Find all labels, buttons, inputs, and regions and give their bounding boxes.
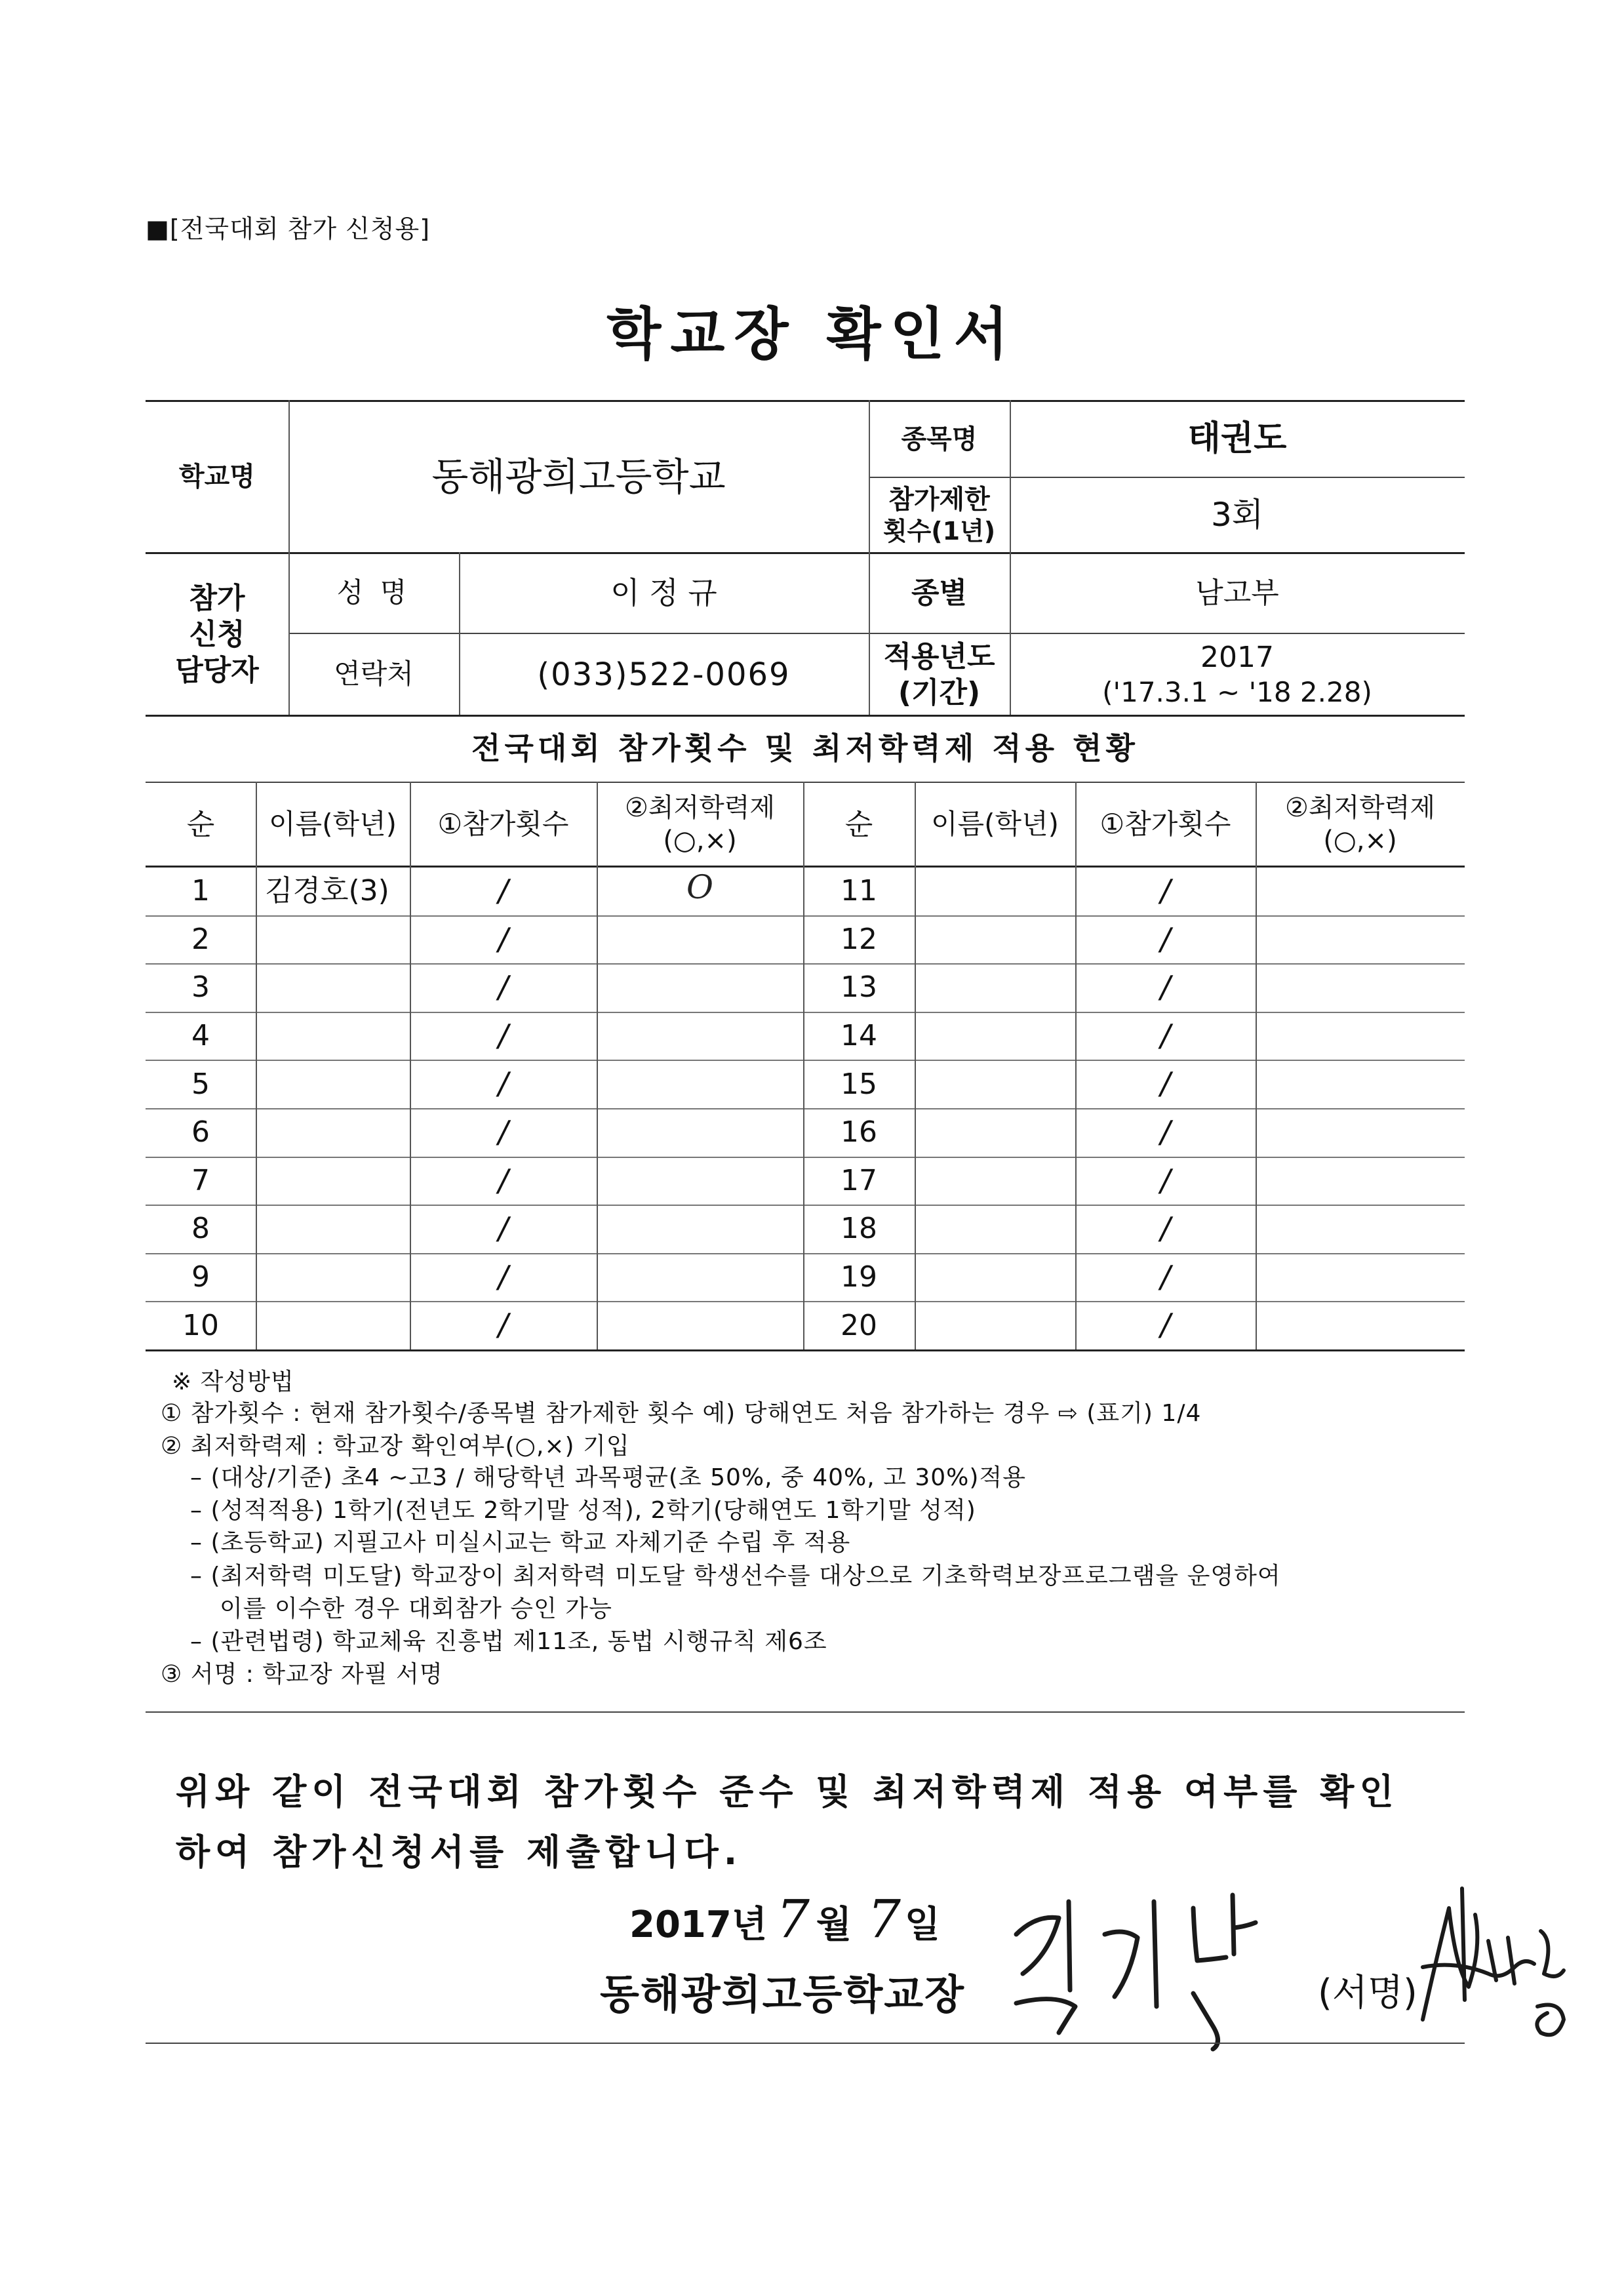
row-count-2: /	[1160, 873, 1171, 909]
school-name: 동해광희고등학교	[431, 454, 726, 499]
row-name	[256, 1253, 410, 1302]
row-name	[256, 1205, 410, 1253]
participation-limit-label: 참가제한 횟수(1년)	[882, 484, 996, 546]
confirmation-statement-line-2: 하여 참가신청서를 제출합니다.	[176, 1831, 743, 1873]
row-min-academic	[597, 1157, 803, 1205]
row-min-academic	[597, 1205, 803, 1253]
row-no: 1	[191, 874, 210, 908]
school-label: 학교명	[179, 462, 255, 492]
row-min-academic-2	[1256, 867, 1465, 915]
confirmation-statement-line-1: 위와 같이 전국대회 참가횟수 준수 및 최저학력제 적용 여부를 확인	[176, 1771, 1399, 1812]
phone-value: (033)522-0069	[537, 656, 791, 693]
contact-person-label: 참가 신청 담당자	[175, 581, 259, 687]
row-count: /	[498, 1162, 509, 1198]
participation-limit-value: 3회	[1210, 496, 1264, 534]
row-min-academic-2	[1256, 1108, 1465, 1157]
row-no: 4	[191, 1019, 210, 1053]
row-name-2	[915, 1108, 1075, 1157]
header-min-academic-2: ②최저학력제 (○,×)	[1284, 793, 1436, 856]
row-count: /	[498, 1258, 509, 1294]
date-month: 7	[776, 1888, 810, 1949]
instruction-line: ② 최저학력제 : 학교장 확인여부(○,×) 기입	[161, 1433, 630, 1460]
header-no: 순	[186, 807, 215, 841]
row-no-2: 15	[841, 1067, 877, 1101]
row-min-academic	[597, 1253, 803, 1302]
row-no-2: 19	[841, 1260, 877, 1294]
row-no: 5	[191, 1067, 210, 1101]
instruction-line: ※ 작성방법	[172, 1368, 294, 1395]
handwritten-principal-name	[997, 1875, 1272, 2052]
row-min-academic	[597, 1108, 803, 1157]
row-no: 2	[191, 922, 210, 956]
phone-label: 연락처	[334, 658, 414, 690]
row-min-academic	[597, 915, 803, 964]
header-name-2: 이름(학년)	[930, 807, 1060, 840]
row-no: 7	[191, 1163, 210, 1197]
row-count: /	[498, 1066, 509, 1102]
row-no: 8	[191, 1212, 210, 1246]
row-count: /	[498, 1210, 509, 1247]
principal-signature	[1410, 1869, 1580, 2046]
row-count-2: /	[1160, 969, 1171, 1005]
row-min-academic-2	[1256, 1060, 1465, 1108]
header-name: 이름(학년)	[268, 807, 397, 840]
row-name	[256, 1157, 410, 1205]
signature-label: (서명)	[1318, 1972, 1417, 2014]
header-no-2: 순	[844, 807, 873, 841]
row-no-2: 18	[841, 1212, 877, 1246]
row-count-2: /	[1160, 1210, 1171, 1247]
row-name	[256, 963, 410, 1012]
division-label: 종별	[911, 576, 967, 610]
row-name-2	[915, 963, 1075, 1012]
sport-value: 태권도	[1187, 419, 1287, 458]
date-year: 2017년	[629, 1904, 767, 1946]
row-count-2: /	[1160, 921, 1171, 957]
row-count-2: /	[1160, 1162, 1171, 1198]
contact-name-label: 성 명	[336, 576, 411, 609]
row-min-academic-2	[1256, 1301, 1465, 1349]
applicable-year-value: 2017 ('17.3.1 ~ '18 2.28)	[1102, 640, 1372, 708]
row-count-2: /	[1160, 1307, 1171, 1343]
division-value: 남고부	[1195, 576, 1279, 610]
row-count-2: /	[1160, 1066, 1171, 1102]
date-day: 7	[867, 1888, 901, 1949]
instruction-line: 이를 이수한 경우 대회참가 승인 가능	[220, 1595, 612, 1622]
header-count: ①참가횟수	[437, 807, 569, 840]
applicable-year-label: 적용년도 (기간)	[883, 639, 995, 709]
sport-label: 종목명	[901, 424, 978, 454]
row-no-2: 17	[841, 1163, 877, 1197]
row-count-2: /	[1160, 1017, 1171, 1053]
row-count: /	[498, 873, 509, 909]
row-no-2: 16	[841, 1115, 877, 1149]
instruction-line: ① 참가횟수 : 현재 참가횟수/종목별 참가제한 횟수 예) 당해연도 처음 참가하는 경우 ⇨ (표기) 1/4	[161, 1400, 1202, 1427]
signing-date: 2017년 7 월 7 일	[629, 1888, 940, 1949]
header-min-academic: ②최저학력제 (○,×)	[624, 793, 776, 856]
row-no-2: 13	[841, 970, 877, 1005]
row-no: 9	[191, 1260, 210, 1294]
row-name-2	[915, 915, 1075, 964]
instruction-line: – (대상/기준) 초4 ~고3 / 해당학년 과목평균(초 50%, 중 40%, 고 30%)적용	[190, 1464, 1026, 1491]
row-no-2: 20	[841, 1308, 877, 1342]
row-no-2: 11	[841, 874, 877, 908]
row-min-academic-2	[1256, 915, 1465, 964]
header-count-2: ①참가횟수	[1099, 807, 1231, 840]
table-title: 전국대회 참가횟수 및 최저학력제 적용 현황	[471, 730, 1139, 767]
contact-name: 이 정 규	[610, 574, 717, 610]
row-name-2	[915, 1157, 1075, 1205]
row-min-academic-2	[1256, 1012, 1465, 1060]
row-name	[256, 1301, 410, 1349]
row-min-academic	[597, 963, 803, 1012]
row-min-academic	[597, 1012, 803, 1060]
row-name-2	[915, 1205, 1075, 1253]
instruction-line: ③ 서명 : 학교장 자필 서명	[161, 1661, 443, 1688]
page-title: 학교장 확인서	[606, 302, 1018, 367]
row-min-academic-2	[1256, 1157, 1465, 1205]
row-count: /	[498, 1307, 509, 1343]
row-name	[256, 1060, 410, 1108]
row-min-academic-2	[1256, 1205, 1465, 1253]
principal-title: 동해광희고등학교장	[600, 1970, 966, 2018]
row-no: 10	[182, 1308, 219, 1342]
row-count: /	[498, 1114, 509, 1150]
instruction-line: – (초등학교) 지필고사 미실시교는 학교 자체기준 수립 후 적용	[190, 1529, 851, 1556]
row-name-2	[915, 1060, 1075, 1108]
row-count: /	[498, 1017, 509, 1053]
row-name: 김경호(3)	[265, 874, 389, 908]
row-min-academic-2	[1256, 1253, 1465, 1302]
row-min-academic	[597, 1060, 803, 1108]
row-no-2: 12	[841, 922, 877, 956]
instruction-line: – (관련법령) 학교체육 진흥법 제11조, 동법 시행규칙 제6조	[190, 1628, 827, 1655]
row-count-2: /	[1160, 1114, 1171, 1150]
row-name	[256, 915, 410, 964]
row-name	[256, 1108, 410, 1157]
form-type-tag: ■[전국대회 참가 신청용]	[146, 214, 431, 243]
row-no: 6	[191, 1115, 210, 1149]
row-name-2	[915, 1253, 1075, 1302]
row-name-2	[915, 1301, 1075, 1349]
instruction-line: – (최저학력 미도달) 학교장이 최저학력 미도달 학생선수를 대상으로 기초학력보장프로그램을 운영하여	[190, 1563, 1281, 1589]
row-count: /	[498, 921, 509, 957]
row-name-2	[915, 867, 1075, 915]
row-no-2: 14	[841, 1019, 877, 1053]
row-min-academic-2	[1256, 963, 1465, 1012]
row-name	[256, 1012, 410, 1060]
row-name-2	[915, 1012, 1075, 1060]
instruction-line: – (성적적용) 1학기(전년도 2학기말 성적), 2학기(당해연도 1학기말 성적)	[190, 1497, 976, 1524]
row-min-academic: O	[686, 868, 713, 906]
row-no: 3	[191, 970, 210, 1005]
row-min-academic	[597, 1301, 803, 1349]
row-count: /	[498, 969, 509, 1005]
row-count-2: /	[1160, 1258, 1171, 1294]
